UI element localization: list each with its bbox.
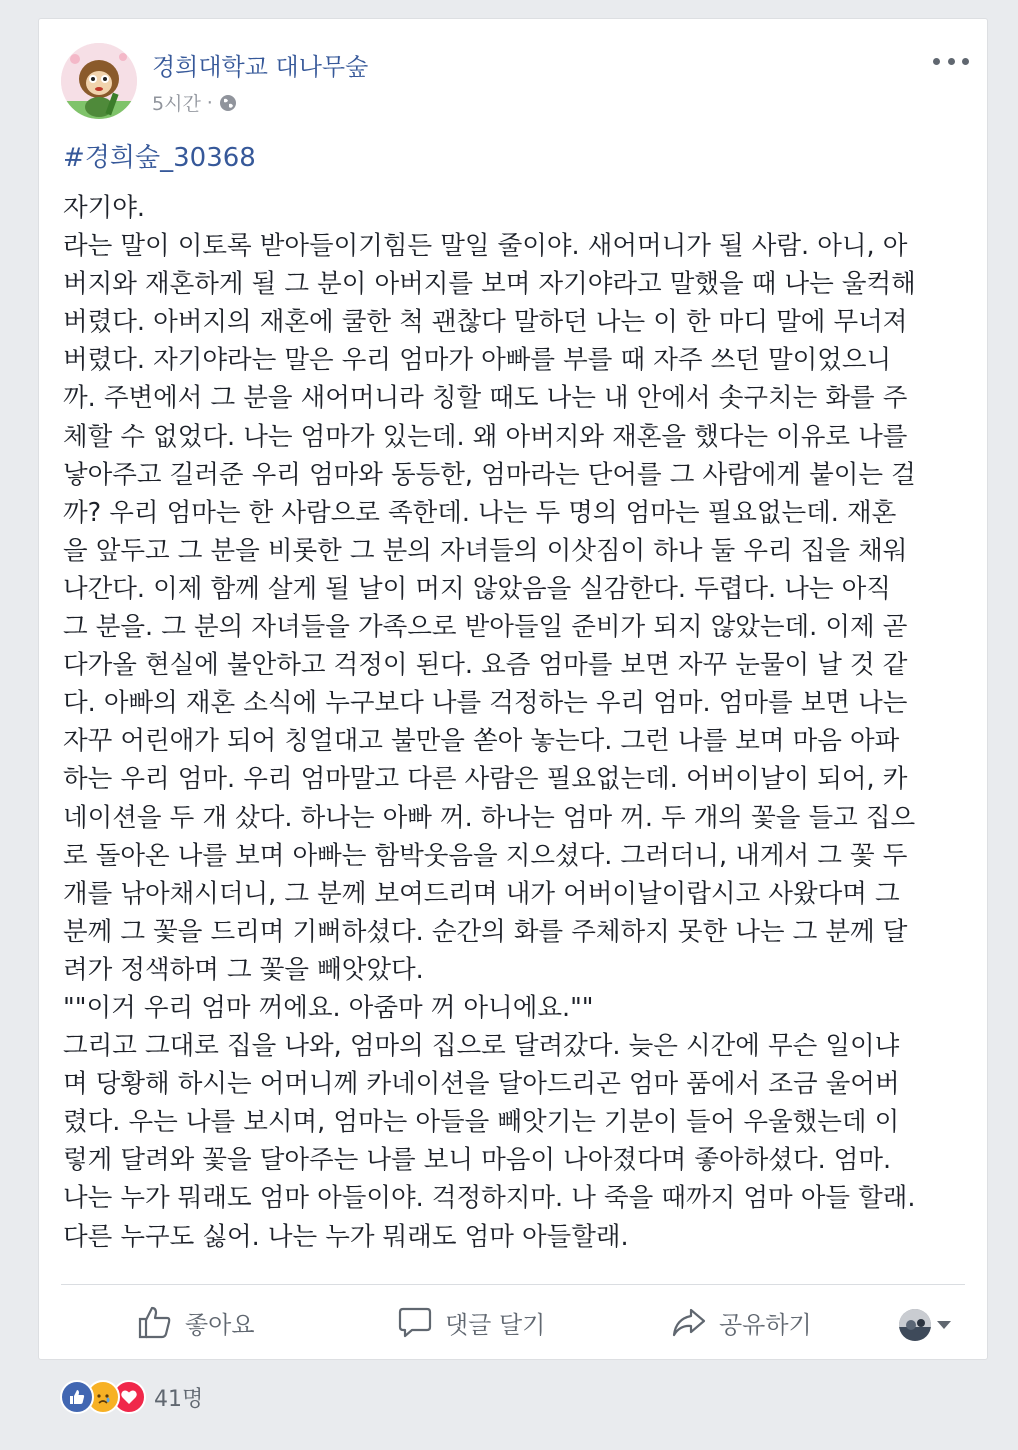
post-card bbox=[38, 18, 988, 1360]
post-text-line: 며 당황해 하시는 어머니께 카네이션을 달아드리곤 엄마 품에서 조금 울어버 bbox=[63, 1069, 900, 1100]
post-text-line: 자기야. bbox=[63, 193, 146, 223]
post-text-line: 을 앞두고 그 분을 비롯한 그 분의 자녀들의 이삿짐이 하나 둘 우리 집을 채워 bbox=[63, 535, 908, 566]
share-icon bbox=[671, 1304, 707, 1340]
audience-selector[interactable] bbox=[899, 1309, 951, 1341]
meta-separator: · bbox=[206, 91, 213, 114]
divider bbox=[61, 1284, 965, 1285]
post-text-line: 다가올 현실에 불안하고 걱정이 된다. 요즘 엄마를 보면 자꾸 눈물이 날 것 같 bbox=[63, 650, 908, 681]
post-text-line: 자꾸 어린애가 되어 칭얼대고 불만을 쏟아 놓는다. 그런 나를 보며 마음 아파 bbox=[63, 726, 900, 757]
dot-icon bbox=[933, 58, 940, 65]
action-bar bbox=[39, 1289, 987, 1355]
post-text-line: ""이거 우리 엄마 꺼에요. 아줌마 꺼 아니에요."" bbox=[63, 992, 594, 1023]
post-meta bbox=[152, 89, 237, 116]
post-text-line: 버렸다. 자기야라는 말은 우리 엄마가 아빠를 부를 때 자주 쓰던 말이었으니 bbox=[63, 345, 892, 376]
post-text-line: 렇게 달려와 꽃을 달아주는 나를 보니 마음이 나아졌다며 좋아하셨다. 엄마. bbox=[63, 1145, 892, 1176]
post-text-line: 나간다. 이제 함께 살게 될 날이 머지 않았음을 실감한다. 두렵다. 나는 아직 bbox=[63, 573, 891, 604]
post-text-line: 렸다. 우는 나를 보시며, 엄마는 아들을 빼앗기는 기분이 들어 우울했는데 이 bbox=[63, 1107, 900, 1138]
post-text-line: 개를 낚아채시더니, 그 분께 보여드리며 내가 어버이날이랍시고 사왔다며 그 bbox=[63, 878, 900, 909]
post-text-line: 분께 그 꽃을 드리며 기뻐하셨다. 순간의 화를 주체하지 못한 나는 그 분께 달 bbox=[63, 916, 908, 947]
profile-photo-icon bbox=[899, 1309, 931, 1341]
page-name[interactable]: 경희대학교 대나무숲 bbox=[152, 53, 369, 81]
dot-icon bbox=[962, 58, 969, 65]
post-text-line: 다른 누구도 싫어. 나는 누가 뭐래도 엄마 아들할래. bbox=[63, 1221, 629, 1252]
comment-button[interactable] bbox=[397, 1299, 545, 1345]
post-text-line: 나는 누가 뭐래도 엄마 아들이야. 걱정하지마. 나 죽을 때까지 엄마 아들 할래. bbox=[63, 1183, 916, 1214]
chevron-down-icon bbox=[937, 1321, 951, 1329]
globe-icon[interactable] bbox=[219, 94, 237, 112]
post-text-line: 로 돌아온 나를 보며 아빠는 함박웃음을 지으셨다. 그러더니, 내게서 그 꽃 두 bbox=[63, 840, 908, 871]
post-text-line: 까. 주변에서 그 분을 새어머니라 칭할 때도 나는 내 안에서 솟구치는 화를 주 bbox=[63, 383, 908, 414]
reaction-summary[interactable] bbox=[60, 1380, 203, 1414]
post-text-line: 네이션을 두 개 샀다. 하나는 아빠 꺼. 하나는 엄마 꺼. 두 개의 꽃을 들고 집으 bbox=[63, 802, 916, 833]
post-text-line: 그리고 그대로 집을 나와, 엄마의 집으로 달려갔다. 늦은 시간에 무슨 일이냐 bbox=[63, 1031, 900, 1062]
post-text-line: 버지와 재혼하게 될 그 분이 아버지를 보며 자기야라고 말했을 때 나는 울컥해 bbox=[63, 269, 916, 300]
comment-icon bbox=[397, 1304, 433, 1340]
share-label: 공유하기 bbox=[719, 1310, 812, 1339]
hashtag-link[interactable]: #경희숲_30368 bbox=[63, 143, 256, 173]
share-button[interactable] bbox=[671, 1299, 812, 1345]
post-text-line: 낳아주고 길러준 우리 엄마와 동등한, 엄마라는 단어를 그 사람에게 붙이는 걸 bbox=[63, 459, 916, 490]
like-reaction-icon bbox=[60, 1380, 94, 1414]
post-text-line: 라는 말이 이토록 받아들이기힘든 말일 줄이야. 새어머니가 될 사람. 아니, 아 bbox=[63, 231, 908, 262]
more-options-button[interactable] bbox=[933, 51, 969, 71]
like-label: 좋아요 bbox=[185, 1310, 255, 1339]
post-text-line: 다. 아빠의 재혼 소식에 누구보다 나를 걱정하는 우리 엄마. 엄마를 보면 나는 bbox=[63, 688, 908, 719]
reaction-count[interactable]: 41명 bbox=[154, 1386, 204, 1412]
post-text-line: 하는 우리 엄마. 우리 엄마말고 다른 사람은 필요없는데. 어버이날이 되어, 카 bbox=[63, 764, 908, 795]
like-button[interactable] bbox=[137, 1299, 255, 1345]
post-text-line: 그 분을. 그 분의 자녀들을 가족으로 받아들일 준비가 되지 않았는데. 이제 곧 bbox=[63, 612, 908, 643]
post-text-line: 버렸다. 아버지의 재혼에 쿨한 척 괜찮다 말하던 나는 이 한 마디 말에 무너져 bbox=[63, 307, 908, 338]
post-text-line: 려가 정색하며 그 꽃을 빼앗았다. bbox=[63, 954, 424, 985]
user-avatar bbox=[899, 1309, 931, 1341]
post-text-line: 까? 우리 엄마는 한 사람으로 족한데. 나는 두 명의 엄마는 필요없는데. 재혼 bbox=[63, 497, 897, 528]
post-body bbox=[63, 189, 968, 1256]
comment-label: 댓글 달기 bbox=[445, 1310, 546, 1339]
post-time[interactable]: 5시간 bbox=[152, 93, 201, 115]
page-avatar[interactable] bbox=[61, 43, 137, 119]
dot-icon bbox=[948, 58, 955, 65]
squirrel-mascot-icon bbox=[61, 43, 137, 119]
thumbs-up-icon bbox=[137, 1304, 173, 1340]
post-text-line: 체할 수 없었다. 나는 엄마가 있는데. 왜 아버지와 재혼을 했다는 이유로 나를 bbox=[63, 421, 908, 452]
